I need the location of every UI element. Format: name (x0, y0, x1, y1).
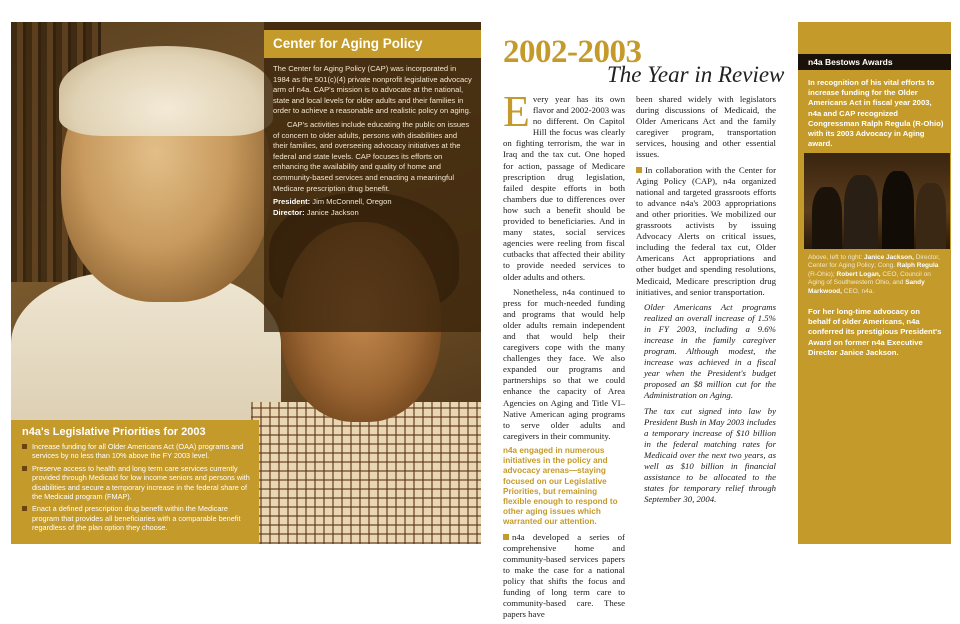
paragraph-hcbs-papers (503, 532, 625, 621)
award-photo-caption (808, 254, 946, 296)
caption-name: Sandy Markwood, (808, 279, 925, 295)
priority-item (22, 442, 254, 461)
left-page (11, 22, 481, 544)
article-column-1 (503, 87, 625, 624)
bullet-square-icon (22, 506, 27, 511)
caption-title: (R-Ohio); (808, 270, 835, 278)
person-figure (844, 175, 878, 249)
bullet-square-icon (22, 466, 27, 471)
man-hair (59, 46, 273, 136)
year-heading: 2002-2003 (503, 34, 642, 70)
person-figure (812, 187, 842, 249)
caption-title: CEO, Council on Aging of Southwestern Ohio, and (808, 270, 931, 287)
priority-text: Increase funding for all Older Americans Act (OAA) programs and services by no less than 10% above the FY 2003 level. (32, 442, 244, 461)
intro-text: very year has its own flavor and 2002-2003 was no different. On Capitol Hill the focus was clearly on fighting terrorism, the war in Iraq and the tax cut. One hoped for action, passage of Medicare prescription drug legislation, failed despite efforts in both chambers due to differences over how such a benefit should be provided to beneficiaries. And in many states, social services agencies were reeling from fiscal cutbacks that affected their ability to provide needed services to older adults and others. (503, 94, 625, 282)
director-label: Director: (273, 207, 305, 217)
woman-shirt (251, 402, 481, 544)
person-figure (916, 183, 946, 249)
paragraph-shared: been shared widely with legislators during discussions of Medicaid, the Older Americans Act and the family caregiver program, transportation services, housing and other essential issues. (636, 94, 776, 160)
year-review-subtitle: The Year in Review (607, 62, 785, 87)
oaa-funding-note: Older Americans Act programs realized an overall increase of 1.5% in FY 2003, including a 9.6% increase in the family caregiver program. Although modest, the increase was achieved in a fiscal year when the President's budget proposed an $8 million cut for the Administration on Aging. (644, 301, 776, 401)
caption-title: CEO, n4a. (843, 287, 875, 295)
presidents-award-text: For her long-time advocacy on behalf of older Americans, n4a conferred its prestigious President's Award on former n4a Executive Director Janice Jackson. (808, 307, 942, 357)
cap-director (273, 208, 473, 219)
caption-name: Robert Logan, (836, 270, 881, 278)
person-figure (882, 171, 914, 249)
priority-item (22, 464, 254, 502)
priorities-list (22, 442, 254, 536)
paragraph-nonetheless: Nonetheless, n4a continued to press for much-needed funding and programs that would help older adults remain independent and that would help their caregivers cope with the many challenges they face. We also expanded our programs and partnerships so that we could enhance the capacity of Area Agencies on Aging and Title VI–Native American aging programs to serve older adults and caregivers in their community. (503, 286, 625, 441)
priorities-heading: n4a's Legislative Priorities for 2003 (22, 426, 206, 438)
article-column-2 (636, 94, 776, 509)
caption-name: Janice Jackson, (864, 254, 914, 261)
bullet-square-icon (503, 534, 509, 540)
highlight-statement: n4a engaged in numerous initiatives in the policy and advocacy arenas—staying focused on our Legislative Priorities, but remaining flexible enough to respond to other aging issues which warranted our attention. (503, 445, 618, 527)
brochure-spread (11, 22, 951, 620)
priority-item (22, 504, 254, 532)
president-name: Jim McConnell, Oregon (312, 197, 392, 207)
cap-body (273, 64, 473, 218)
priority-text: Enact a defined prescription drug benefit within the Medicare program that provides all beneficiaries with a comparable benefit regardless of the plan option they choose. (32, 504, 241, 533)
intro-paragraph (503, 87, 625, 283)
caption-name: Ralph Regula (896, 262, 939, 270)
awards-intro: In recognition of his vital efforts to increase funding for the Older Americans Act in fiscal year 2003, n4a and CAP recognized Congressman Ralph Regula (R-Ohio) with its 2003 Advocacy in Aging award. (808, 78, 944, 149)
priority-text: Preserve access to health and long term care services currently provided through Medicaid for low income seniors and persons with disabilities and secure a temporary increase in the federal share of the Medicaid program (FMAP). (32, 463, 250, 502)
bullet-square-icon (22, 444, 27, 449)
caption-lead: Above, left to right: (808, 254, 863, 261)
cap-president (273, 197, 473, 208)
awards-heading: n4a Bestows Awards (798, 54, 951, 70)
hcbs-text: n4a developed a series of comprehensive home and community-based services papers to make the case for a national policy that shifts the focus and funding of long term care to community-based care. These papers have (503, 531, 625, 620)
paragraph-collaboration (636, 165, 776, 298)
cap-paragraph-1: The Center for Aging Policy (CAP) was incorporated in 1984 as the 501(c)(4) private nonprofit legislative advocacy arm of n4a. CAP's mission is to advocate at the national, state and local levels for older adults and their families in order to achieve a reasonable and realistic policy on aging. (273, 64, 472, 116)
award-photo (804, 153, 950, 249)
tax-cut-note: The tax cut signed into law by President Bush in May 2003 includes a temporary increase of $10 billion in the federal matching rates for Medicaid over the next two years, as well as $10 billion in financial assistance to be allocated to the states for temporary relief through September 30, 2004. (644, 405, 776, 505)
cap-heading: Center for Aging Policy (264, 30, 481, 58)
cap-paragraph-2: CAP's activities include educating the public on issues of concern to older adults, persons with disabilities and their families, and overseeing advocacy initiatives at the federal and state levels. CAP focuses its efforts on enhancing the availability and quality of home and community-based services and enacting a meaningful Medicare prescription drug benefit. (273, 119, 470, 193)
president-label: President: (273, 197, 311, 207)
bullet-square-icon (636, 167, 642, 173)
director-name: Janice Jackson (306, 207, 359, 217)
caption-title: Director, Center for Aging Policy; Cong. (808, 254, 940, 270)
drop-cap: E (503, 87, 530, 136)
right-page (481, 22, 951, 620)
collaboration-text: In collaboration with the Center for Aging Policy (CAP), n4a organized national and targeted grassroots efforts to advance n4a's 2003 appropriations and other priorities. We mobilized our grassroots activists by issuing Advocacy Alerts on critical issues, including the federal tax cut, Older Americans Act appropriations and other budget and spending resolutions, Medicaid, Medicare prescription drug initiatives, and senior transportation. (636, 164, 776, 297)
